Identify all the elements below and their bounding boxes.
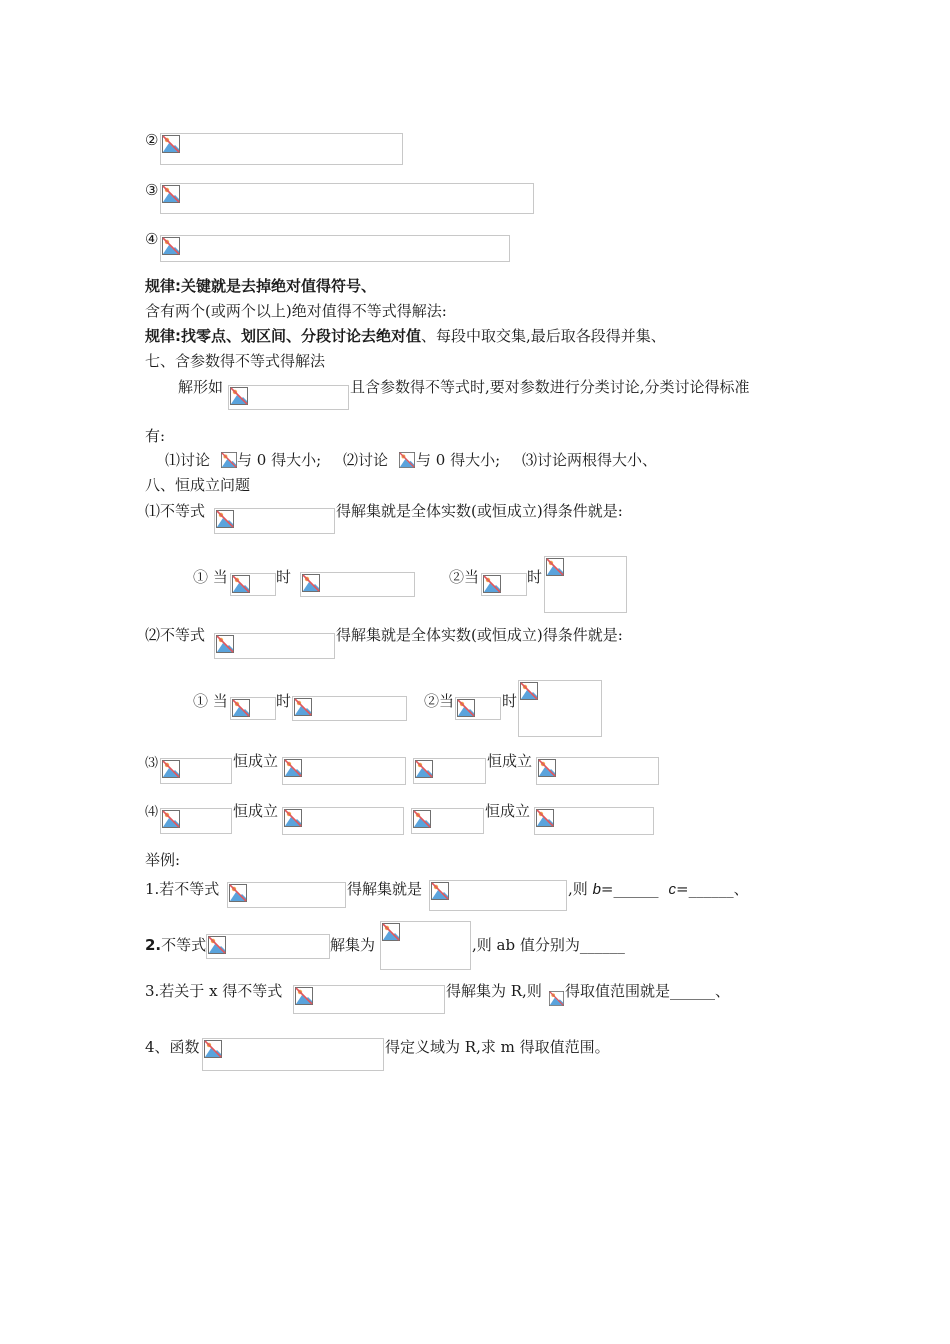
- discuss-3: ⑶讨论两根得大小、: [522, 451, 658, 469]
- formula-image: [282, 807, 404, 835]
- formula-image: [230, 573, 276, 596]
- p1-case2-a: ②当: [449, 568, 480, 586]
- formula-image: [518, 680, 602, 737]
- item-label-4: ④: [145, 230, 159, 248]
- broken-image-icon: [538, 759, 556, 777]
- p2-case1-a: ① 当: [193, 692, 228, 710]
- formula-image: [293, 985, 445, 1014]
- broken-image-icon: [399, 452, 415, 468]
- broken-image-icon: [549, 990, 564, 1007]
- discuss-2-post: 与 0 得大小;: [416, 451, 501, 469]
- p4-label: ⑷: [145, 805, 159, 820]
- ex2-post-line: [472, 936, 625, 954]
- section-7-body-post: 且含参数得不等式时,要对参数进行分类讨论,分类讨论得标准: [350, 378, 750, 396]
- p4-hcl-1: 恒成立: [233, 802, 279, 820]
- ex3-mid: 得解集为 R,则: [446, 982, 542, 1000]
- ex2-pre: 不等式: [161, 936, 207, 954]
- broken-image-icon: [382, 923, 400, 941]
- broken-image-icon: [221, 452, 237, 468]
- broken-image-icon: [295, 987, 313, 1005]
- ex1-answer: [568, 880, 749, 899]
- formula-image: [227, 882, 346, 908]
- formula-image: [230, 697, 276, 720]
- section-7-title: 七、含参数得不等式得解法: [145, 352, 326, 370]
- formula-image: [292, 696, 407, 721]
- ex2-line: [145, 936, 206, 954]
- formula-image: [160, 133, 403, 165]
- two-abs-line: 含有两个(或两个以上)绝对值得不等式得解法:: [145, 302, 447, 320]
- formula-image: [411, 808, 484, 834]
- formula-image: [160, 235, 510, 262]
- examples-title: 举例:: [145, 851, 181, 869]
- ex1-b-var: b: [592, 881, 601, 898]
- formula-image: [202, 1038, 384, 1071]
- p1-case1-b: 时: [276, 568, 292, 586]
- p3-label: ⑶: [145, 756, 159, 771]
- ex3-end: 、: [715, 982, 731, 1000]
- broken-image-icon: [457, 699, 475, 717]
- ex3-post-line: [565, 982, 730, 1000]
- item-label-3: ③: [145, 181, 159, 199]
- p2-case2-b: 时: [502, 692, 518, 710]
- formula-image: [214, 508, 335, 534]
- rule-1: 规律:关键就是去掉绝对值得符号、: [145, 277, 377, 295]
- section-7-cont: 有:: [145, 427, 166, 445]
- formula-image: [206, 934, 330, 959]
- formula-image: [536, 757, 659, 785]
- item-label-2: ②: [145, 131, 159, 149]
- formula-image: [429, 880, 567, 911]
- broken-image-icon: [536, 809, 554, 827]
- ex3-pre: 3.若关于 x 得不等式: [145, 982, 283, 1000]
- ex1-post: ,则: [568, 880, 588, 898]
- p1-case1-a: ① 当: [193, 568, 228, 586]
- p3-hcl-2: 恒成立: [487, 752, 533, 770]
- p1-tail: 得解集就是全体实数(或恒成立)得条件就是:: [336, 502, 623, 520]
- formula-image: [282, 757, 406, 785]
- broken-image-icon: [162, 185, 180, 203]
- ex1-blank-b: ______: [613, 880, 659, 898]
- broken-image-icon: [520, 682, 538, 700]
- discuss-2-pre: ⑵讨论: [343, 451, 389, 469]
- broken-image-icon: [216, 635, 234, 653]
- ex1-eq1: =: [600, 880, 614, 898]
- p3-hcl-1: 恒成立: [233, 752, 279, 770]
- broken-image-icon: [162, 810, 180, 828]
- p1-label: ⑴不等式: [145, 502, 206, 520]
- p1-case2-b: 时: [527, 568, 543, 586]
- broken-image-icon: [483, 575, 501, 593]
- formula-image: [214, 633, 335, 659]
- broken-image-icon: [284, 759, 302, 777]
- formula-image: [544, 556, 627, 613]
- broken-image-icon: [229, 884, 247, 902]
- ex2-blank: ______: [579, 936, 625, 954]
- ex4-post: 得定义域为 R,求 m 得取值范围。: [385, 1038, 610, 1056]
- section-7-body-pre: 解形如: [178, 378, 224, 396]
- ex1-eq2: =: [675, 880, 689, 898]
- ex4-pre: 4、函数: [145, 1038, 200, 1056]
- formula-image: [300, 572, 415, 597]
- section-8-title: 八、恒成立问题: [145, 476, 251, 494]
- broken-image-icon: [204, 1040, 222, 1058]
- p2-label: ⑵不等式: [145, 626, 206, 644]
- ex3-post: 得取值范围就是: [565, 982, 671, 1000]
- broken-image-icon: [431, 882, 449, 900]
- broken-image-icon: [413, 810, 431, 828]
- formula-image: [534, 807, 654, 835]
- broken-image-icon: [208, 936, 226, 954]
- formula-image: [160, 758, 232, 784]
- ex2-num: 2.: [145, 936, 162, 954]
- rule-2-bold: 规律:找零点、划区间、分段讨论去绝对值: [145, 327, 422, 345]
- discuss-1-post: 与 0 得大小;: [237, 451, 322, 469]
- ex2-post: ,则 ab 值分别为: [472, 936, 580, 954]
- formula-image: [380, 921, 471, 970]
- ex1-mid: 得解集就是: [347, 880, 423, 898]
- p4-hcl-2: 恒成立: [485, 802, 531, 820]
- broken-image-icon: [230, 387, 248, 405]
- rule-2-rest: 、每段中取交集,最后取各段得并集、: [421, 327, 666, 345]
- ex1-pre: 1.若不等式: [145, 880, 220, 898]
- discuss-1-pre: ⑴讨论: [165, 451, 211, 469]
- formula-image: [481, 573, 527, 596]
- formula-image: [228, 385, 349, 410]
- p2-tail: 得解集就是全体实数(或恒成立)得条件就是:: [336, 626, 623, 644]
- broken-image-icon: [162, 135, 180, 153]
- broken-image-icon: [162, 760, 180, 778]
- rule-2: [145, 327, 666, 345]
- ex1-blank-c: ______: [688, 880, 734, 898]
- formula-image: [160, 808, 232, 834]
- broken-image-icon: [415, 760, 433, 778]
- formula-image: [455, 697, 501, 720]
- broken-image-icon: [294, 698, 312, 716]
- formula-image: [160, 183, 534, 214]
- broken-image-icon: [216, 510, 234, 528]
- ex3-blank: ______: [670, 982, 716, 1000]
- ex1-c-var: c: [668, 881, 676, 898]
- formula-image: [413, 758, 486, 784]
- p2-case2-a: ②当: [424, 692, 455, 710]
- broken-image-icon: [284, 809, 302, 827]
- p2-case1-b: 时: [276, 692, 292, 710]
- broken-image-icon: [302, 574, 320, 592]
- broken-image-icon: [232, 699, 250, 717]
- ex2-mid: 解集为: [330, 936, 376, 954]
- broken-image-icon: [162, 237, 180, 255]
- broken-image-icon: [232, 575, 250, 593]
- broken-image-icon: [546, 558, 564, 576]
- ex1-end: 、: [733, 880, 749, 898]
